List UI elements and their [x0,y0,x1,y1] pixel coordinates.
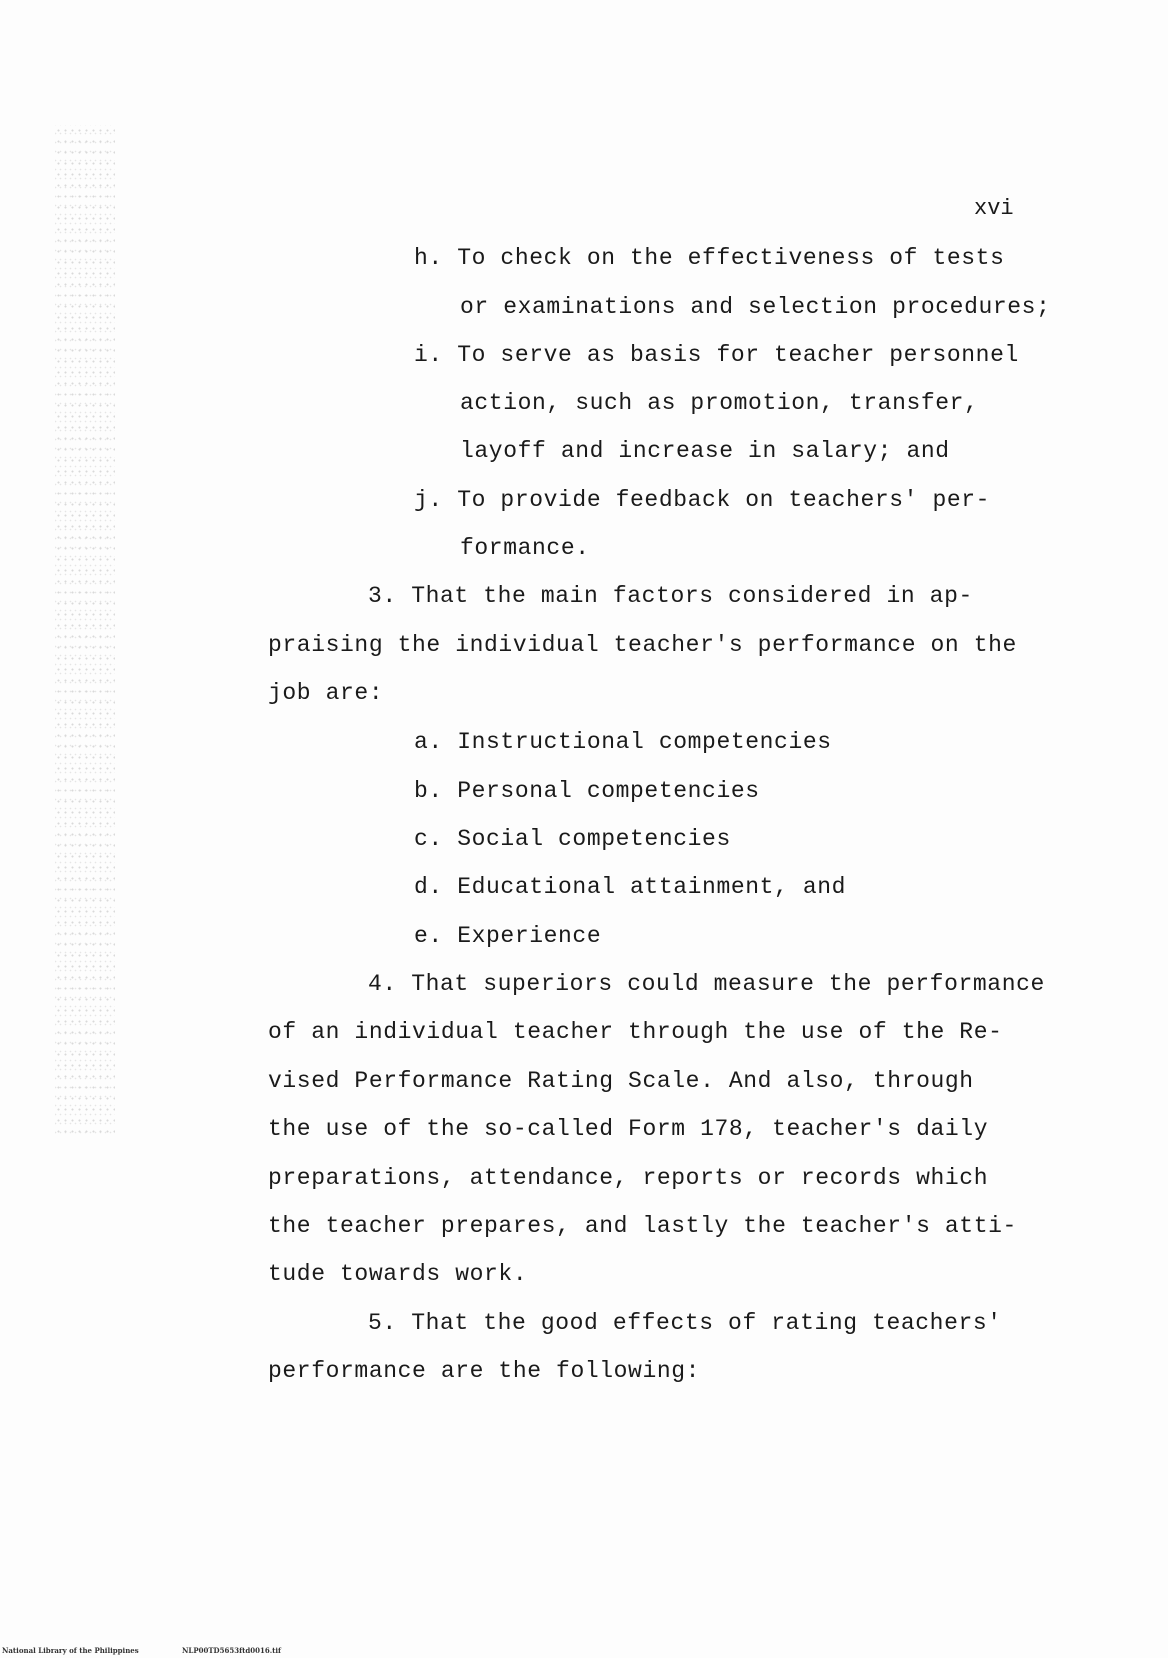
list-item-h: h. To check on the effectiveness of tests [414,245,1005,271]
paragraph-4-line-3: vised Performance Rating Scale. And also, through [268,1068,974,1094]
paragraph-4-line-1: 4. That superiors could measure the performance [368,971,1045,997]
paragraph-3-line-3: job are: [268,680,384,706]
paragraph-5-line-2: performance are the following: [268,1358,701,1384]
list-item-i: i. To serve as basis for teacher personnel [414,342,1019,368]
list-item-j: j. To provide feedback on teachers' per- [414,487,991,513]
factor-item-d: d. Educational attainment, and [414,874,847,900]
paragraph-4-line-5: preparations, attendance, reports or records which [268,1165,989,1191]
paragraph-4-line-6: the teacher prepares, and lastly the teacher's atti- [268,1213,1017,1239]
factor-item-c: c. Social competencies [414,826,731,852]
paragraph-3-line-1: 3. That the main factors considered in ap- [368,583,973,609]
list-item-i-cont-1: action, such as promotion, transfer, [460,390,979,416]
list-item-j-cont: formance. [460,535,590,561]
list-item-h-cont: or examinations and selection procedures; [460,294,1051,320]
paragraph-4-line-4: the use of the so-called Form 178, teacher's daily [268,1116,989,1142]
footer-library-name: National Library of the Philippines [2,1646,139,1655]
factor-item-a: a. Instructional competencies [414,729,832,755]
page-number: xvi [974,196,1014,221]
paragraph-4-line-2: of an individual teacher through the use of the Re- [268,1019,1003,1045]
paragraph-5-line-1: 5. That the good effects of rating teachers' [368,1310,1002,1336]
factor-item-b: b. Personal competencies [414,778,760,804]
factor-item-e: e. Experience [414,923,602,949]
list-item-i-cont-2: layoff and increase in salary; and [460,438,950,464]
scan-speckle-artifact [55,125,115,1135]
paragraph-3-line-2: praising the individual teacher's performance on the [268,632,1017,658]
footer-file-id: NLP00TD5653ftd0016.tif [182,1646,282,1655]
paragraph-4-line-7: tude towards work. [268,1261,528,1287]
